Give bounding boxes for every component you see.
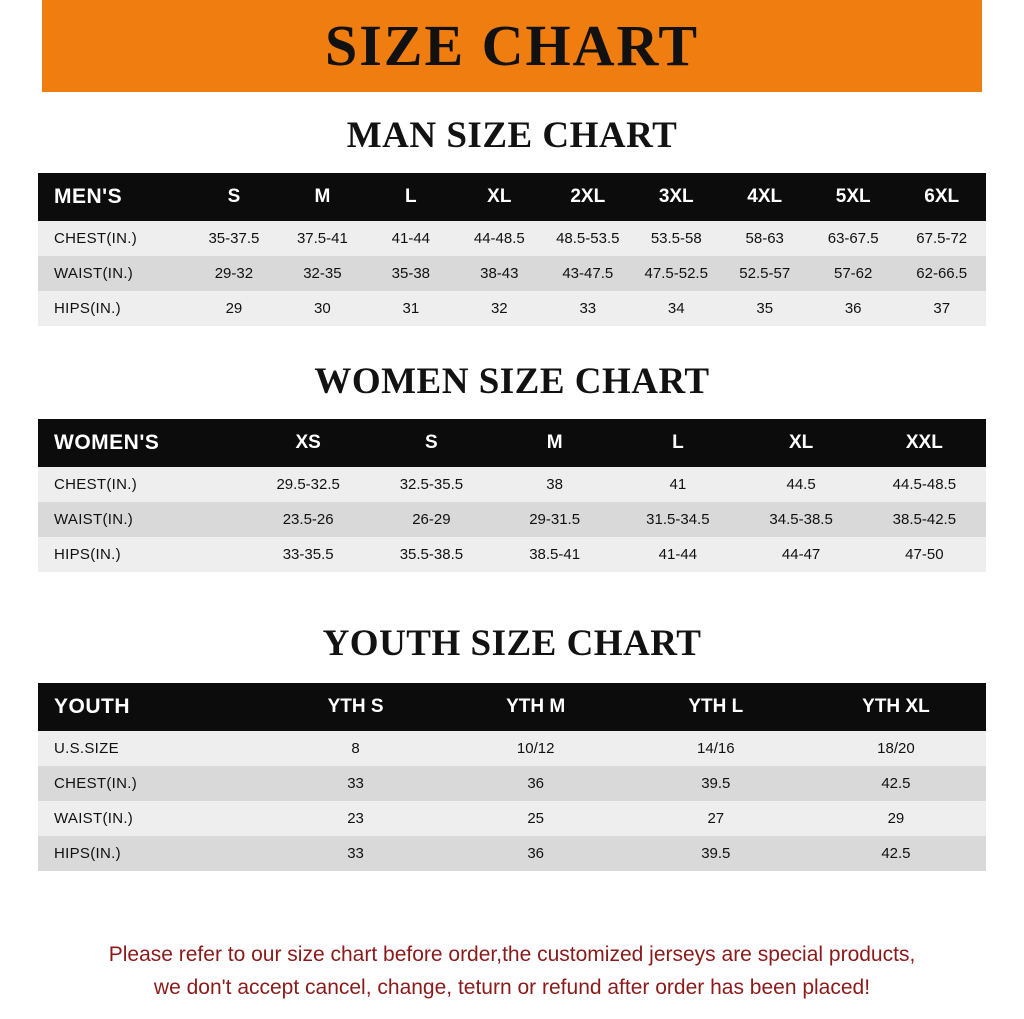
table-cell: 42.5 (806, 836, 986, 871)
table-cell: 33 (266, 836, 446, 871)
table-cell: 38.5-41 (493, 537, 616, 572)
table-cell: 14/16 (626, 731, 806, 766)
row-label: HIPS(IN.) (38, 291, 190, 326)
table-cell: 33 (266, 766, 446, 801)
table-cell: 41-44 (616, 537, 739, 572)
table-cell: 35 (720, 291, 808, 326)
table-row (38, 291, 986, 326)
table-cell: 35-38 (367, 256, 455, 291)
table-cell: 38.5-42.5 (863, 502, 986, 537)
row-label: CHEST(IN.) (38, 221, 190, 256)
footer-note (0, 938, 1024, 1005)
table-cell: 36 (446, 836, 626, 871)
table-row (38, 537, 986, 572)
table-cell: 44-47 (739, 537, 862, 572)
table-cell: 32.5-35.5 (370, 467, 493, 502)
column-header: S (190, 173, 278, 221)
table-cell: 41 (616, 467, 739, 502)
table-cell: 41-44 (367, 221, 455, 256)
table-header-row (38, 419, 986, 467)
man-size-table (38, 173, 986, 326)
row-label: WAIST(IN.) (38, 801, 266, 836)
footer-note-line-1: Please refer to our size chart before order,the customized jerseys are special products, (108, 942, 916, 966)
column-header: 5XL (809, 173, 897, 221)
table-cell: 10/12 (446, 731, 626, 766)
women-section-title: WOMEN SIZE CHART (314, 361, 710, 402)
table-cell: 30 (278, 291, 366, 326)
column-header: WOMEN'S (38, 419, 247, 467)
table-cell: 42.5 (806, 766, 986, 801)
row-label: U.S.SIZE (38, 731, 266, 766)
column-header: YTH M (446, 683, 626, 731)
column-header: M (493, 419, 616, 467)
table-row (38, 836, 986, 871)
table-cell: 44.5-48.5 (863, 467, 986, 502)
column-header: 3XL (632, 173, 720, 221)
row-label: WAIST(IN.) (38, 256, 190, 291)
footer-note-line-2: we don't accept cancel, change, teturn or refund after order has been placed! (153, 976, 871, 1000)
table-cell: 48.5-53.5 (544, 221, 632, 256)
table-row (38, 731, 986, 766)
banner-left-spacer (0, 0, 42, 92)
table-header-row (38, 173, 986, 221)
table-cell: 38 (493, 467, 616, 502)
table-cell: 52.5-57 (720, 256, 808, 291)
table-cell: 34.5-38.5 (739, 502, 862, 537)
column-header: XXL (863, 419, 986, 467)
table-cell: 29-32 (190, 256, 278, 291)
column-header: 4XL (720, 173, 808, 221)
table-cell: 44-48.5 (455, 221, 543, 256)
row-label: CHEST(IN.) (38, 766, 266, 801)
table-cell: 38-43 (455, 256, 543, 291)
table-row (38, 502, 986, 537)
table-cell: 47-50 (863, 537, 986, 572)
table-cell: 53.5-58 (632, 221, 720, 256)
table-cell: 62-66.5 (897, 256, 986, 291)
row-label: WAIST(IN.) (38, 502, 247, 537)
table-cell: 47.5-52.5 (632, 256, 720, 291)
table-cell: 32-35 (278, 256, 366, 291)
table-cell: 18/20 (806, 731, 986, 766)
column-header: 2XL (544, 173, 632, 221)
man-section-title: MAN SIZE CHART (346, 115, 678, 156)
table-cell: 33 (544, 291, 632, 326)
table-cell: 36 (446, 766, 626, 801)
page-title: SIZE CHART (324, 13, 700, 78)
table-cell: 43-47.5 (544, 256, 632, 291)
table-cell: 33-35.5 (247, 537, 370, 572)
table-cell: 34 (632, 291, 720, 326)
table-cell: 29.5-32.5 (247, 467, 370, 502)
table-row (38, 221, 986, 256)
table-cell: 25 (446, 801, 626, 836)
column-header: XL (739, 419, 862, 467)
table-cell: 29-31.5 (493, 502, 616, 537)
table-cell: 58-63 (720, 221, 808, 256)
table-cell: 8 (266, 731, 446, 766)
table-cell: 39.5 (626, 766, 806, 801)
table-cell: 23 (266, 801, 446, 836)
banner-right-spacer (982, 0, 1024, 92)
column-header: 6XL (897, 173, 986, 221)
youth-size-table (38, 683, 986, 871)
table-cell: 39.5 (626, 836, 806, 871)
row-label: HIPS(IN.) (38, 836, 266, 871)
table-cell: 44.5 (739, 467, 862, 502)
page-banner (0, 0, 1024, 92)
man-size-table-wrapper (38, 173, 986, 326)
column-header: M (278, 173, 366, 221)
table-cell: 57-62 (809, 256, 897, 291)
column-header: MEN'S (38, 173, 190, 221)
row-label: HIPS(IN.) (38, 537, 247, 572)
column-header: YOUTH (38, 683, 266, 731)
column-header: XS (247, 419, 370, 467)
table-cell: 36 (809, 291, 897, 326)
table-cell: 67.5-72 (897, 221, 986, 256)
column-header: YTH S (266, 683, 446, 731)
row-label: CHEST(IN.) (38, 467, 247, 502)
table-row (38, 256, 986, 291)
column-header: L (616, 419, 739, 467)
table-cell: 29 (806, 801, 986, 836)
table-row (38, 467, 986, 502)
table-row (38, 801, 986, 836)
table-header-row (38, 683, 986, 731)
column-header: L (367, 173, 455, 221)
column-header: YTH L (626, 683, 806, 731)
youth-size-table-wrapper (38, 683, 986, 871)
table-cell: 63-67.5 (809, 221, 897, 256)
table-cell: 23.5-26 (247, 502, 370, 537)
column-header: XL (455, 173, 543, 221)
table-cell: 27 (626, 801, 806, 836)
table-cell: 35.5-38.5 (370, 537, 493, 572)
table-row (38, 766, 986, 801)
column-header: YTH XL (806, 683, 986, 731)
table-cell: 26-29 (370, 502, 493, 537)
women-size-table-wrapper (38, 419, 986, 572)
table-cell: 32 (455, 291, 543, 326)
column-header: S (370, 419, 493, 467)
table-cell: 37 (897, 291, 986, 326)
table-cell: 35-37.5 (190, 221, 278, 256)
women-size-table (38, 419, 986, 572)
table-cell: 31 (367, 291, 455, 326)
table-cell: 37.5-41 (278, 221, 366, 256)
table-cell: 29 (190, 291, 278, 326)
table-cell: 31.5-34.5 (616, 502, 739, 537)
youth-section-title: YOUTH SIZE CHART (322, 623, 702, 664)
